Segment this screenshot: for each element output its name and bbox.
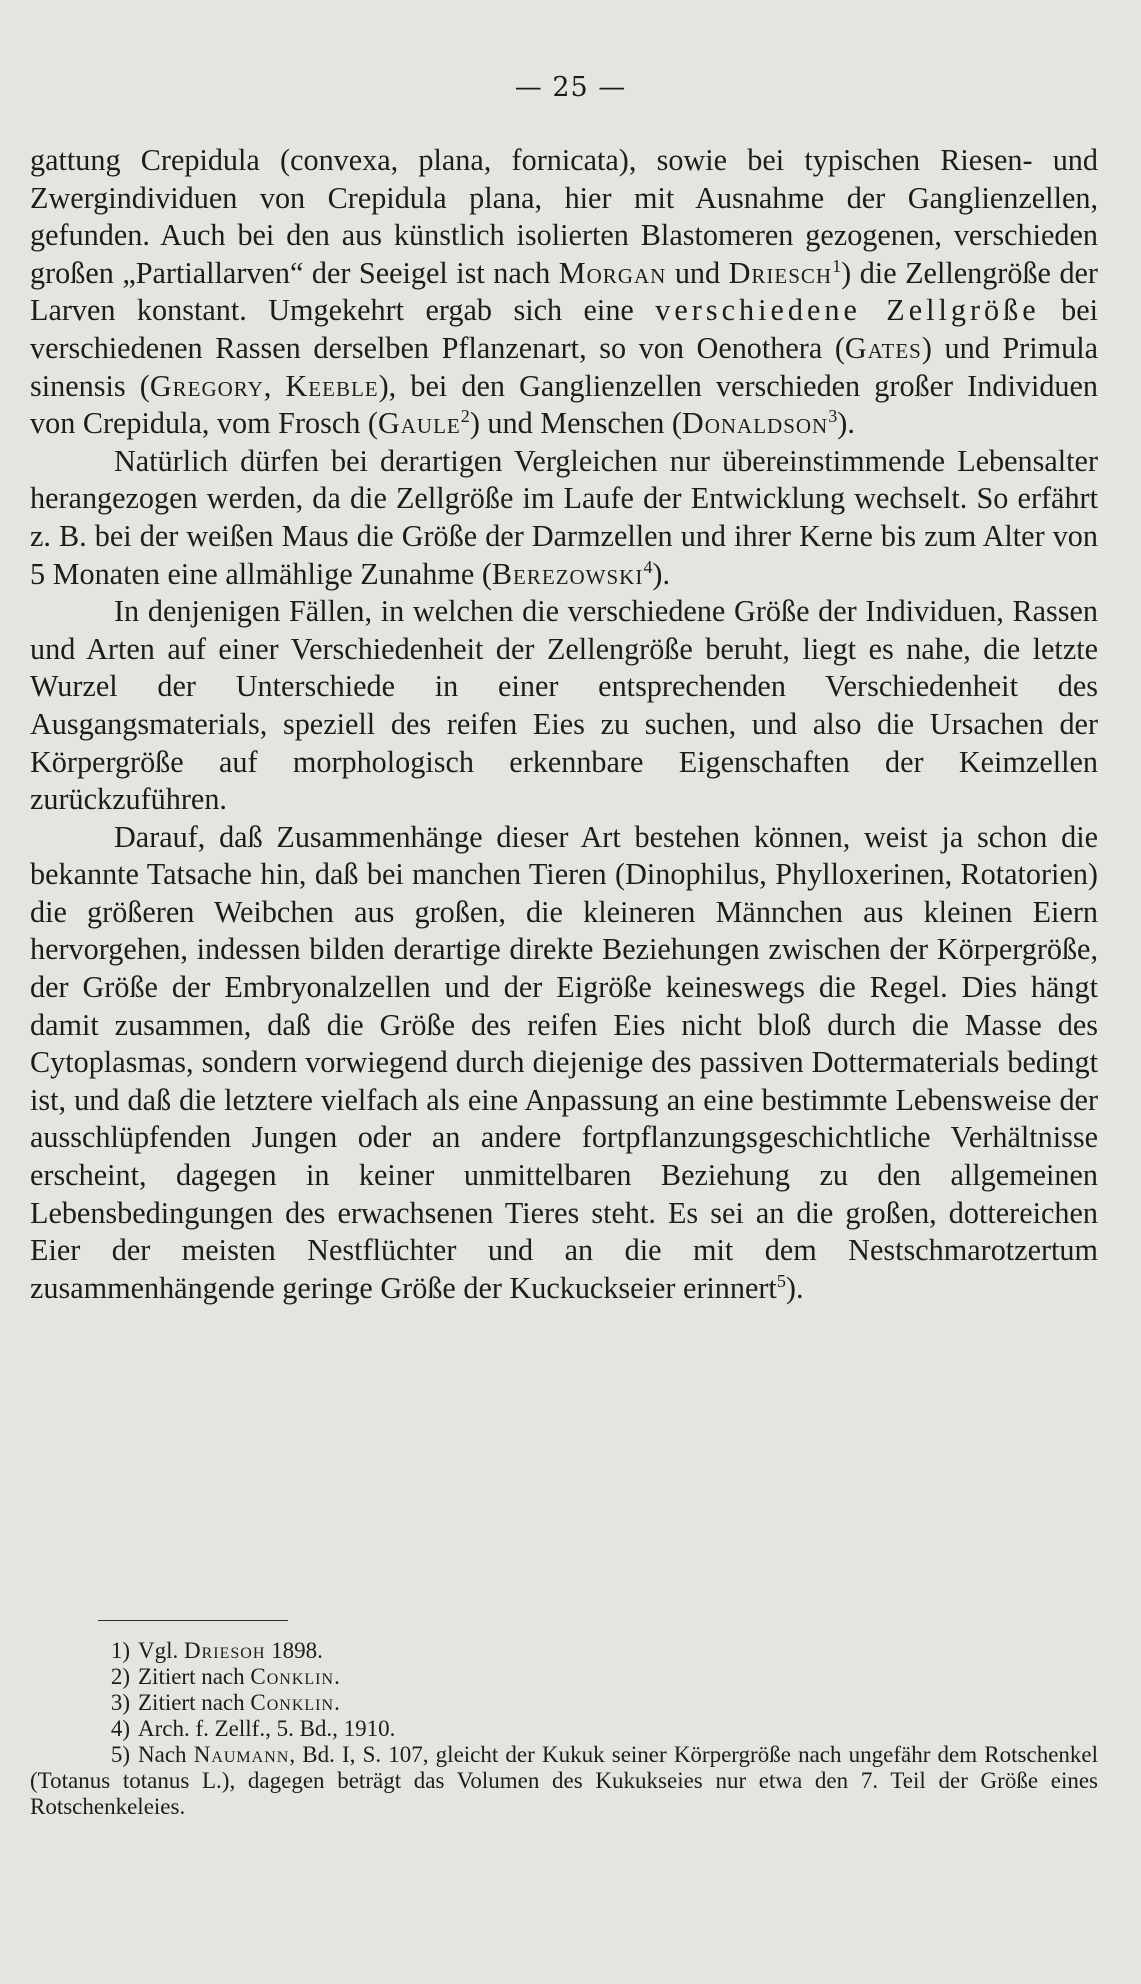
footnote-ref-2: 2 [460,406,470,427]
page-number: — 25 — [514,72,627,103]
footnote-ref-4: 4 [643,556,653,577]
paragraph-2: Natürlich dürfen bei derartigen Vergleichen nur übereinstimmende Lebensalter herangezogen werden, da die Zellgröße im Laufe der Entwicklung wechselt. So erfährt z. B. bei der weißen Maus die Größe der Darmzellen und ihrer Kerne bis zum Alter von 5 Monaten eine allmählige Zunahme (Berezowski$^4$). [30,443,1098,591]
footnote-2: 2) Zitiert nach Conklin. [110,1664,340,1689]
author-gregory: Gregory [149,368,264,403]
paragraph-4: Darauf, daß Zusammenhänge dieser Art bestehen können, weist ja schon die bekannte Tatsache hin, daß bei manchen Tieren (Dinophilus, Phylloxerinen, Rotatorien) die größeren Weibchen aus großen, die kleineren Männchen aus kleinen Eiern hervorgehen, indessen bilden derartige direkte Beziehungen zwischen der Körpergröße, der Größe der Embryonalzellen und der Eigröße keineswegs die Regel. Dies hängt damit zusammen, daß die Größe des reifen Eies nicht bloß durch die Masse des Cytoplasmas, sondern vorwiegend durch diejenige des passiven Dottermaterials bedingt ist, und daß die letztere vielfach als eine Anpassung an eine bestimmte Lebensweise der ausschlüpfenden Jungen oder an andere fortpflanzungsgeschichtliche Verhältnisse erscheint, dagegen in keiner unmittelbaren Beziehung zu den allgemeinen Lebensbedingungen des erwachsenen Tieres steht. Es sei an die großen, dottereichen Eier der meisten Nestflüchter und an die mit dem Nestschmarotzertum zusammenhängende geringe Größe der Kuckuckseier erinnert$^5$). [30,819,1098,1305]
paragraph-1: gattung Crepidula (convexa, plana, fornicata), sowie bei typischen Riesen- und Zwergindividuen von Crepidula plana, hier mit Ausnahme der Ganglienzellen, gefunden. Auch bei den aus künstlich isolierten Blastomeren gezogenen, verschieden großen „Partiallarven“ der Seeigel ist nach Morgan und Driesch$^1$) die Zellengröße der Larven konstant. Umgekehrt ergab sich eine verschiedene Zellgröße bei verschiedenen Rassen derselben Pflanzenart, so von Oenothera (Gates) und Primula sinensis (Gregory, Keeble), bei den Ganglienzellen verschieden großer Individuen von Crepidula, vom Frosch (Gaule$^2$) und Menschen (Donaldson$^3$). [30,143,1099,441]
footnote-ref-5: 5 [776,1270,786,1291]
footnotes [30,1638,1098,1820]
footnote-ref-3: 3 [828,406,838,427]
author-gaule: Gaule [377,406,461,441]
author-morgan: Morgan [558,255,667,290]
footnote-3: 3) Zitiert nach Conklin. [110,1690,340,1715]
footnote-4: 4) Arch. f. Zellf., 5. Bd., 1910. [110,1716,396,1741]
footnote-ref-1: 1 [832,255,842,276]
footnote-5: 5) Nach Naumann, Bd. I, S. 107, gleicht der Kukuk seiner Körpergröße nach ungefähr dem Rotschenkel (Totanus totanus L.), dagegen beträgt das Volumen des Kukukseies nur etwa den 7. Teil der Größe eines Rotschenkeleies. [30,1742,1099,1819]
author-driesch: Driesch [728,255,833,290]
emphasis-verschiedene-zellgroesse: verschiedene Zellgröße [655,293,1040,328]
author-keeble: Keeble [285,368,379,403]
author-berezowski: Berezowski [491,556,644,591]
author-donaldson: Donaldson [681,406,829,441]
footnote-divider [98,1620,288,1621]
main-text [30,142,1098,1307]
author-gates: Gates [844,330,922,365]
footnote-1: 1) Vgl. Driesoh 1898. [110,1638,323,1663]
paragraph-3: In denjenigen Fällen, in welchen die verschiedene Größe der Individuen, Rassen und Arten auf einer Verschiedenheit der Zellengröße beruht, liegt es nahe, die letzte Wurzel der Unterschiede in einer entsprechenden Verschiedenheit des Ausgangsmaterials, speziell des reifen Eies zu suchen, und also die Ursachen der Körpergröße auf morphologisch erkennbare Eigenschaften der Keimzellen zurückzuführen. [30,594,1098,817]
